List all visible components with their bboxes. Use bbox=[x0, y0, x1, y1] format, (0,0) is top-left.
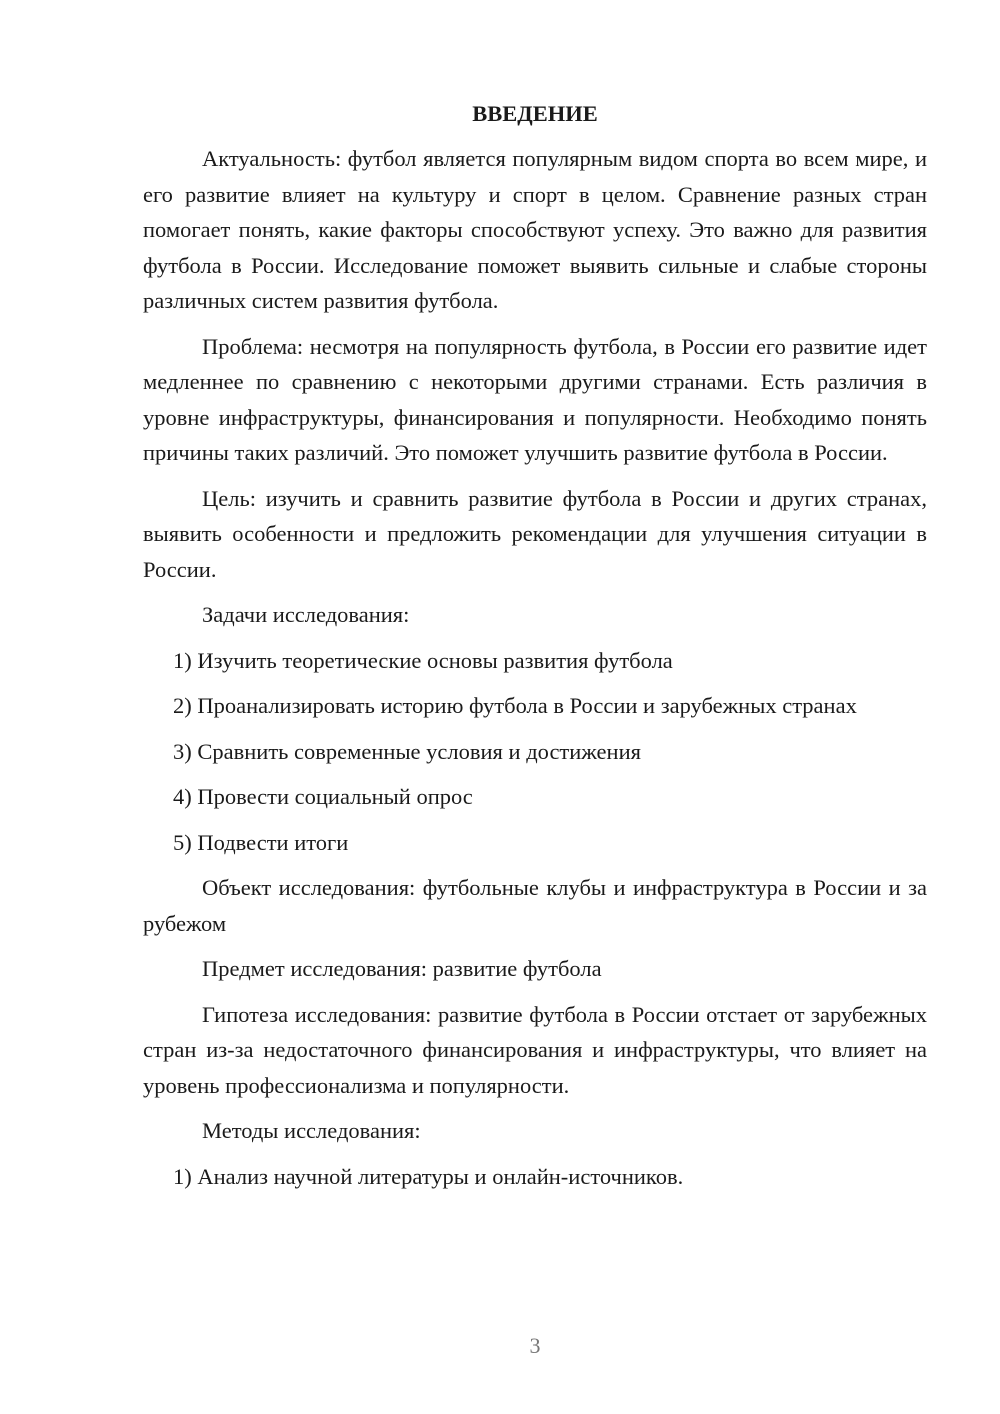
list-item-task-2: 2) Проанализировать историю футбола в России и зарубежных странах bbox=[173, 693, 857, 718]
page-number: 3 bbox=[529, 1333, 541, 1358]
list-item-method-1: 1) Анализ научной литературы и онлайн-источников. bbox=[173, 1163, 684, 1189]
list-item-task-5: 5) Подвести итоги bbox=[173, 829, 349, 855]
list-item-task-4: 4) Провести социальный опрос bbox=[173, 784, 473, 809]
paragraph-hypothesis: Гипотеза исследования: развитие футбола в России отстает от зарубежных стран из-за недостаточного финансирования и инфраструктуры, что влияет на уровень профессионализма и популярности. bbox=[143, 1001, 927, 1098]
list-item-task-1: 1) Изучить теоретические основы развития футбола bbox=[173, 647, 673, 673]
paragraph-relevance: Актуальность: футбол является популярным видом спорта во всем мире, и его развитие влияет на культуру и спорт в целом. Сравнение разных стран помогает понять, какие факторы способствуют успеху. Это важно для развития футбола в России. Исследование поможет выявить сильные и слабые стороны различных систем развития футбола. bbox=[143, 146, 927, 313]
paragraph-object: Объект исследования: футбольные клубы и инфраструктура в России и за рубежом bbox=[143, 875, 927, 936]
paragraph-goal: Цель: изучить и сравнить развитие футбола в России и других странах, выявить особенности и предложить рекомендации для улучшения ситуации в России. bbox=[143, 485, 927, 582]
list-item-task-3: 3) Сравнить современные условия и достижения bbox=[173, 738, 641, 764]
paragraph-tasks-heading: Задачи исследования: bbox=[202, 602, 410, 627]
section-title: ВВЕДЕНИЕ bbox=[472, 101, 598, 126]
paragraph-problem: Проблема: несмотря на популярность футбола, в России его развитие идет медленнее по сравнению с некоторыми другими странами. Есть различия в уровне инфраструктуры, финансирования и популярности. Необходимо понять причины таких различий. Это поможет улучшить развитие футбола в России. bbox=[143, 333, 927, 465]
document-body bbox=[143, 96, 927, 1194]
paragraph-methods-heading: Методы исследования: bbox=[202, 1118, 421, 1143]
paragraph-subject: Предмет исследования: развитие футбола bbox=[202, 956, 602, 981]
